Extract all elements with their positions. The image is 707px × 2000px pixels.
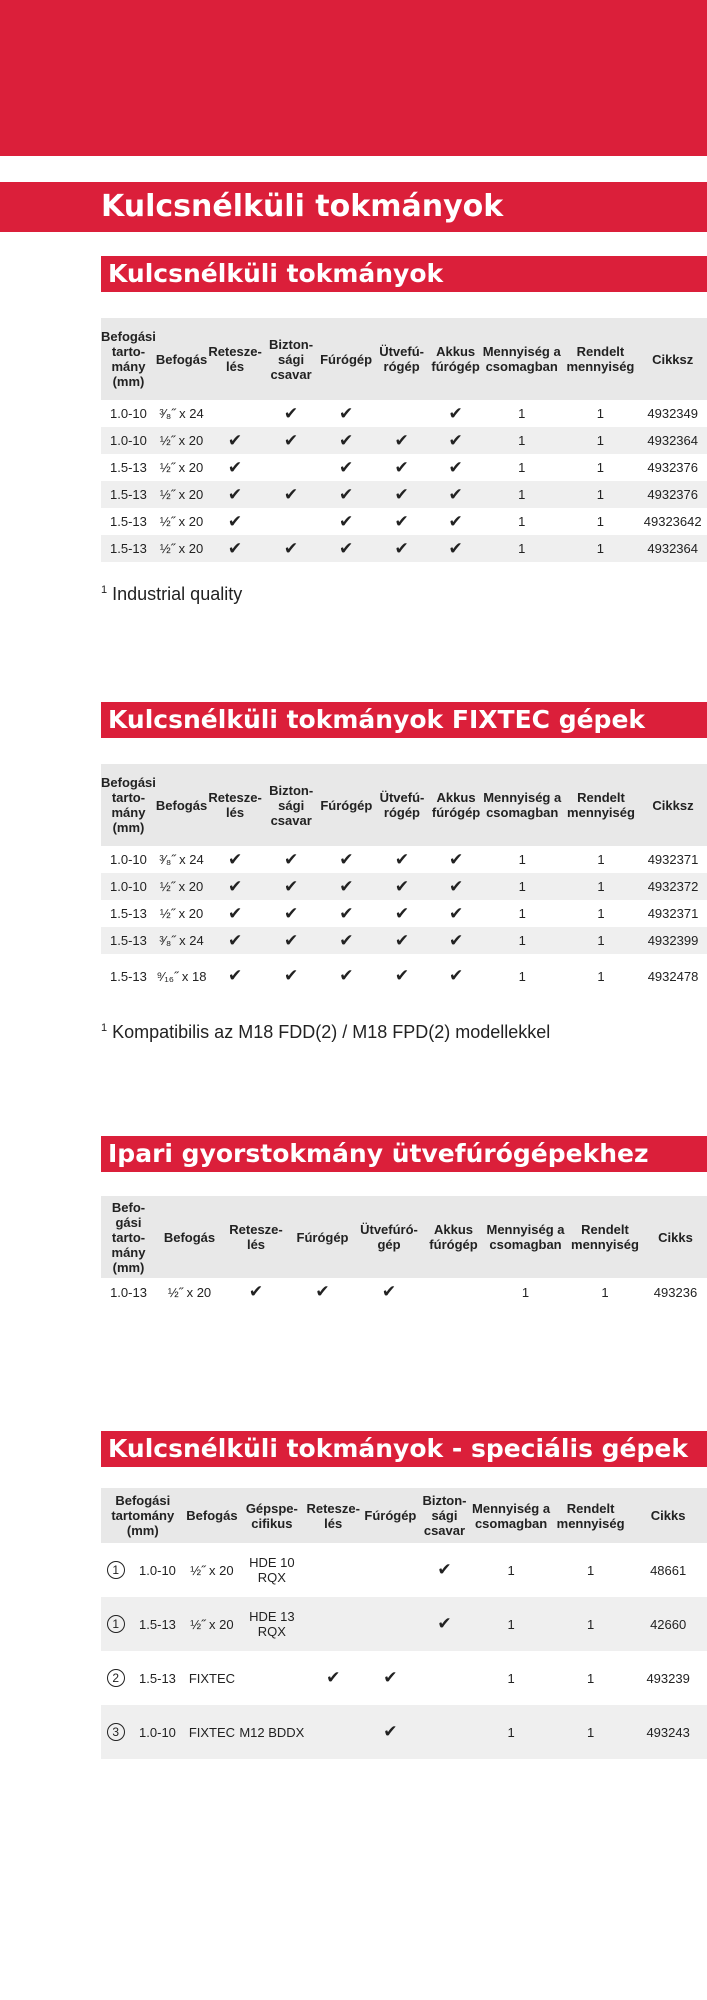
circled-number-marker: 1 — [101, 1597, 130, 1651]
table-cell: ³⁄₈˝ x 24 — [159, 852, 204, 867]
table-cell: FIXTEC — [185, 1705, 240, 1759]
table-cell: 1 — [552, 1705, 629, 1759]
table-cell: 4932371 — [647, 906, 699, 921]
table-cell: 1 — [601, 1284, 609, 1300]
check-mark-icon: ✔ — [373, 535, 430, 562]
column-header: Retesze- lés — [207, 764, 263, 846]
footnote-compatibility: $^1$ Kompatibilis az M18 FDD(2) / M18 FPD(2) modellekkel — [101, 1022, 551, 1042]
column-header: Befogás — [156, 764, 207, 846]
circled-number-marker: 1 — [101, 1543, 130, 1597]
check-mark-icon: ✔ — [430, 427, 481, 454]
page-title: Kulcsnélküli tokmányok — [0, 182, 707, 232]
column-header: Mennyiség a csomagban — [470, 1488, 552, 1543]
table-cell: ½˝ x 20 — [159, 906, 204, 921]
table-cell: 49323642 — [643, 514, 702, 529]
table-cell: 4932364 — [638, 535, 707, 562]
table-cell: 1 — [507, 1670, 515, 1686]
table-row — [101, 535, 707, 562]
section-title-special-machines: Kulcsnélküli tokmányok - speciális gépek — [101, 1431, 707, 1467]
table-cell: 1.0-10 — [101, 427, 156, 454]
check-mark-icon: ✔ — [263, 427, 319, 454]
table-cell — [207, 400, 263, 427]
check-mark-icon: ✔ — [263, 481, 319, 508]
circled-number-marker: 3 — [101, 1705, 130, 1759]
table-cell: 4932376 — [647, 460, 698, 475]
table-cell: ½˝ x 20 — [159, 514, 204, 529]
check-mark-icon: ✔ — [284, 849, 299, 869]
table-cell: 1 — [518, 406, 526, 421]
table-cell: 1 — [562, 427, 638, 454]
table-cell — [263, 508, 319, 535]
table-cell: HDE 13 RQX — [239, 1597, 304, 1651]
check-mark-icon: ✔ — [227, 457, 243, 477]
table-cell: 1 — [481, 873, 563, 900]
check-mark-icon: ✔ — [207, 873, 263, 900]
check-mark-icon: ✔ — [319, 535, 373, 562]
table-cell: 1 — [470, 1705, 552, 1759]
table-cell: 1 — [481, 535, 563, 562]
check-mark-icon: ✔ — [394, 849, 410, 869]
industrial-chuck-table — [101, 1196, 707, 1306]
check-mark-icon: ✔ — [283, 403, 299, 423]
table-cell: 1 — [518, 460, 526, 475]
table-cell: 1 — [597, 906, 605, 921]
table-cell: ½˝ x 20 — [156, 535, 207, 562]
table-cell — [419, 1705, 470, 1759]
table-cell: HDE 10 RQX — [249, 1555, 295, 1585]
check-mark-icon: ✔ — [227, 966, 243, 985]
check-mark-icon: ✔ — [338, 457, 354, 477]
table-cell: M12 BDDX — [239, 1705, 304, 1759]
fixtec-chucks-table — [101, 764, 707, 998]
table-cell — [422, 1278, 485, 1306]
keyless-chucks-table — [101, 318, 707, 562]
table-cell: 1.5-13 — [130, 1597, 184, 1651]
table-row — [101, 954, 707, 998]
column-header: Akkus fúrógép — [422, 1196, 485, 1278]
table-cell: 1.5-13 — [110, 906, 147, 921]
check-mark-icon: ✔ — [339, 903, 354, 923]
table-row — [101, 873, 707, 900]
column-header: Fúrógép — [319, 318, 373, 400]
table-cell — [239, 1651, 304, 1705]
column-header: Retesze- lés — [223, 1196, 289, 1278]
table-cell: 1 — [586, 1562, 595, 1578]
column-header: Ütvefú- rógép — [373, 318, 430, 400]
section-title-industrial-chuck: Ipari gyorstokmány ütvefúrógépekhez — [101, 1136, 707, 1172]
table-cell: 1 — [518, 906, 526, 921]
table-cell: 1 — [507, 1562, 515, 1578]
check-mark-icon: ✔ — [448, 849, 464, 869]
table-row — [101, 481, 707, 508]
table-row — [101, 900, 707, 927]
column-header: Befogás — [156, 318, 207, 400]
table-cell: 1 — [597, 852, 605, 867]
column-header: Akkus fúrógép — [431, 764, 482, 846]
table-cell: 1 — [481, 481, 563, 508]
table-cell: 4932376 — [638, 481, 707, 508]
table-cell: 1 — [562, 481, 638, 508]
table-cell: 1 — [481, 427, 563, 454]
check-mark-icon: ✔ — [338, 403, 354, 423]
table-cell: 1 — [521, 1284, 530, 1300]
table-cell: 4932478 — [647, 968, 699, 984]
table-cell: 1.5-13 — [110, 968, 147, 984]
column-header: Befogási tartomány (mm) — [101, 1488, 185, 1543]
table-cell: 1 — [562, 535, 638, 562]
table-cell: ⁹⁄₁₆˝ x 18 — [156, 968, 207, 984]
table-cell: 4932371 — [647, 852, 699, 867]
column-header: Rendelt mennyiség — [566, 1196, 644, 1278]
column-header: Fúrógép — [319, 764, 373, 846]
check-mark-icon: ✔ — [448, 511, 463, 531]
table-cell: FIXTEC — [188, 1670, 236, 1686]
column-header: Befogás — [156, 1196, 223, 1278]
table-cell: 1 — [596, 406, 605, 421]
check-mark-icon: ✔ — [419, 1597, 470, 1651]
column-header: Rendelt mennyiség — [552, 1488, 629, 1543]
column-header: Cikks — [644, 1196, 707, 1278]
table-cell: 1 — [596, 460, 605, 475]
table-row — [101, 454, 707, 481]
column-header: Fúrógép — [289, 1196, 356, 1278]
table-cell: 4932399 — [639, 927, 707, 954]
table-cell — [304, 1705, 362, 1759]
column-header: Gépspe- cifikus — [239, 1488, 304, 1543]
column-header: Cikksz — [638, 318, 707, 400]
check-mark-icon: ✔ — [437, 1560, 452, 1579]
check-mark-icon: ✔ — [394, 457, 409, 477]
column-header: Befo- gási tarto- mány (mm) — [101, 1196, 156, 1278]
table-row — [101, 1543, 707, 1597]
check-mark-icon: ✔ — [431, 927, 482, 954]
table-cell: 4932372 — [639, 873, 707, 900]
check-mark-icon: ✔ — [207, 927, 263, 954]
table-cell: 1.5-13 — [101, 535, 156, 562]
table-cell: 1 — [481, 927, 563, 954]
table-cell: 1 — [586, 1670, 595, 1686]
column-header: Befogás — [185, 1488, 240, 1543]
table-cell — [373, 400, 430, 427]
check-mark-icon: ✔ — [263, 873, 320, 900]
table-cell: 493239 — [646, 1670, 690, 1686]
table-row — [101, 846, 707, 873]
check-mark-icon: ✔ — [373, 427, 430, 454]
column-header: Befogási tarto- mány (mm) — [101, 318, 156, 400]
check-mark-icon: ✔ — [263, 927, 320, 954]
check-mark-icon: ✔ — [284, 903, 299, 923]
table-cell: 1 — [518, 852, 526, 867]
column-header: Ütvefúró- gép — [356, 1196, 422, 1278]
table-cell: ³⁄₈˝ x 24 — [159, 406, 204, 421]
check-mark-icon: ✔ — [448, 403, 463, 423]
column-header: Retesze- lés — [207, 318, 263, 400]
table-cell: ½˝ x 20 — [156, 481, 207, 508]
check-mark-icon: ✔ — [319, 927, 373, 954]
check-mark-icon: ✔ — [227, 903, 243, 923]
table-cell: 1 — [597, 968, 605, 984]
column-header: Retesze- lés — [304, 1488, 362, 1543]
column-header: Rendelt mennyiség — [563, 764, 639, 846]
table-row — [101, 927, 707, 954]
check-mark-icon: ✔ — [373, 927, 430, 954]
column-header: Bizton- sági csavar — [263, 764, 320, 846]
table-cell — [304, 1597, 362, 1651]
table-row — [101, 1705, 707, 1759]
check-mark-icon: ✔ — [319, 481, 373, 508]
table-cell: 1 — [563, 873, 639, 900]
check-mark-icon: ✔ — [394, 966, 410, 985]
table-cell: 1.0-13 — [110, 1284, 147, 1300]
special-machines-table — [101, 1488, 707, 1759]
table-cell: 1 — [552, 1597, 629, 1651]
table-cell: ½˝ x 20 — [156, 873, 207, 900]
column-header: Mennyiség a csomagban — [485, 1196, 566, 1278]
table-cell: 4932364 — [638, 427, 707, 454]
table-cell: 1.5-13 — [101, 481, 156, 508]
check-mark-icon: ✔ — [319, 427, 373, 454]
check-mark-icon: ✔ — [227, 511, 243, 531]
table-cell — [263, 454, 319, 481]
check-mark-icon: ✔ — [394, 511, 409, 531]
table-cell: ½˝ x 20 — [167, 1284, 212, 1300]
column-header: Akkus fúrógép — [430, 318, 481, 400]
column-header: Bizton- sági csavar — [419, 1488, 470, 1543]
check-mark-icon: ✔ — [448, 903, 464, 923]
check-mark-icon: ✔ — [339, 849, 354, 869]
check-mark-icon: ✔ — [373, 481, 430, 508]
check-mark-icon: ✔ — [207, 535, 263, 562]
column-header: Cikks — [629, 1488, 707, 1543]
table-cell: 1 — [518, 514, 526, 529]
table-cell: ½˝ x 20 — [159, 460, 204, 475]
column-header: Mennyiség a csomagban — [481, 318, 563, 400]
table-row — [101, 1597, 707, 1651]
table-cell: 42660 — [629, 1597, 707, 1651]
check-mark-icon: ✔ — [339, 966, 354, 985]
table-cell: ½˝ x 20 — [190, 1562, 234, 1578]
table-row — [101, 400, 707, 427]
check-mark-icon: ✔ — [383, 1668, 398, 1687]
table-cell — [304, 1543, 362, 1597]
table-cell — [419, 1651, 470, 1705]
table-cell: 1.0-10 — [110, 406, 147, 421]
table-cell: 493236 — [653, 1284, 698, 1300]
column-header: Cikksz — [639, 764, 707, 846]
table-cell: 1 — [470, 1597, 552, 1651]
column-header: Befogási tarto- mány (mm) — [101, 764, 156, 846]
check-mark-icon: ✔ — [431, 873, 482, 900]
circled-number-marker: 2 — [101, 1651, 130, 1705]
check-mark-icon: ✔ — [338, 511, 354, 531]
check-mark-icon: ✔ — [207, 427, 263, 454]
check-mark-icon: ✔ — [381, 1282, 397, 1301]
table-cell: ³⁄₈˝ x 24 — [156, 927, 207, 954]
check-mark-icon: ✔ — [394, 903, 410, 923]
table-row — [101, 1651, 707, 1705]
check-mark-icon: ✔ — [248, 1282, 264, 1301]
column-header: Bizton- sági csavar — [263, 318, 319, 400]
section-title-fixtec: Kulcsnélküli tokmányok FIXTEC gépek — [101, 702, 707, 738]
table-cell: 1.0-10 — [130, 1705, 184, 1759]
table-cell: 1.0-10 — [101, 873, 156, 900]
column-header: Rendelt mennyiség — [562, 318, 638, 400]
column-header: Fúrógép — [362, 1488, 419, 1543]
table-cell: 4932349 — [647, 406, 698, 421]
check-mark-icon: ✔ — [448, 457, 463, 477]
table-cell: ½˝ x 20 — [156, 427, 207, 454]
table-cell: 48661 — [650, 1562, 687, 1578]
table-cell: 1 — [518, 968, 526, 984]
check-mark-icon: ✔ — [315, 1282, 330, 1301]
check-mark-icon: ✔ — [207, 481, 263, 508]
check-mark-icon: ✔ — [430, 535, 481, 562]
table-row — [101, 1278, 707, 1306]
column-header: Mennyiség a csomagban — [481, 764, 563, 846]
table-cell: 1.5-13 — [110, 460, 147, 475]
table-cell: 1.0-10 — [110, 852, 147, 867]
top-red-band — [0, 0, 707, 156]
footnote-industrial-quality: $^1$ Industrial quality — [101, 584, 243, 604]
check-mark-icon: ✔ — [448, 966, 464, 985]
check-mark-icon: ✔ — [430, 481, 481, 508]
table-cell: 1.5-13 — [110, 514, 147, 529]
section-title-keyless-chucks: Kulcsnélküli tokmányok — [101, 256, 707, 292]
check-mark-icon: ✔ — [362, 1705, 419, 1759]
table-cell: 1 — [563, 927, 639, 954]
table-row — [101, 427, 707, 454]
table-cell: 1.5-13 — [139, 1670, 176, 1686]
check-mark-icon: ✔ — [319, 873, 373, 900]
check-mark-icon: ✔ — [326, 1668, 341, 1687]
table-cell: 1.0-10 — [139, 1562, 176, 1578]
check-mark-icon: ✔ — [227, 849, 243, 869]
table-row — [101, 508, 707, 535]
table-cell: ½˝ x 20 — [185, 1597, 240, 1651]
check-mark-icon: ✔ — [373, 873, 430, 900]
table-cell — [362, 1597, 419, 1651]
table-cell: 1.5-13 — [101, 927, 156, 954]
table-cell: 493243 — [629, 1705, 707, 1759]
check-mark-icon: ✔ — [284, 966, 299, 985]
check-mark-icon: ✔ — [263, 535, 319, 562]
column-header: Ütvefú- rógép — [373, 764, 430, 846]
table-cell — [362, 1543, 419, 1597]
table-cell: 1 — [596, 514, 605, 529]
